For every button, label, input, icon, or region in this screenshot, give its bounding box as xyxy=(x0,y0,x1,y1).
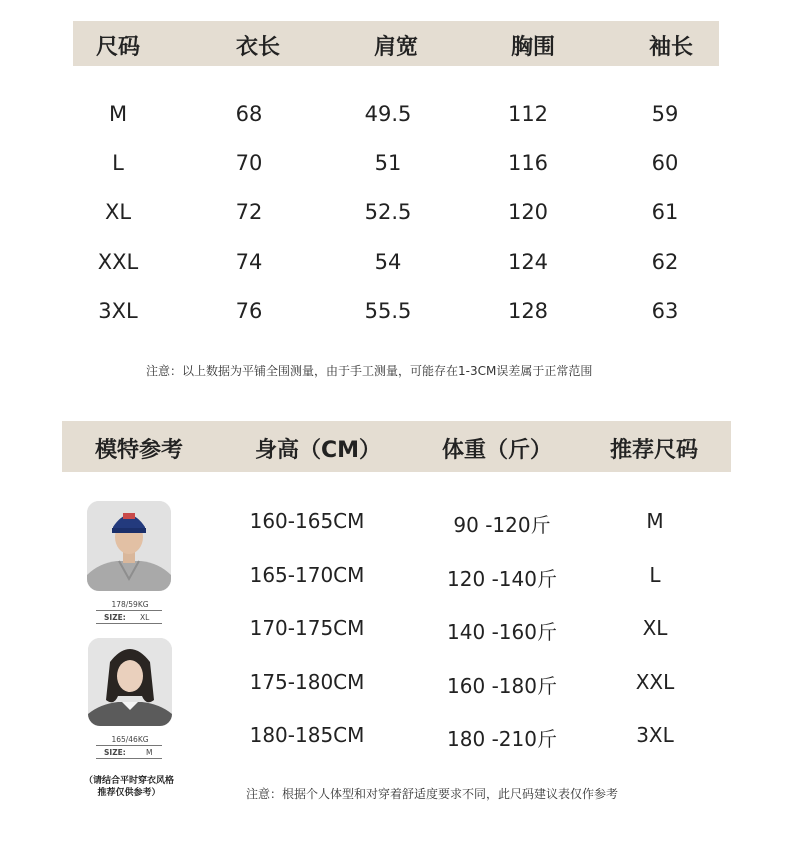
size-cell: L xyxy=(112,151,124,175)
length-cell: 76 xyxy=(235,299,263,323)
sleeve-cell: 62 xyxy=(651,250,679,274)
weight-cell: 180 -210斤 xyxy=(447,727,557,751)
caption-divider xyxy=(96,623,162,624)
weight-cell: 90 -120斤 xyxy=(453,513,551,537)
header-size: 尺码 xyxy=(95,35,141,60)
sleeve-cell: 63 xyxy=(651,299,679,323)
caption-divider xyxy=(96,745,162,746)
size-cell: 3XL xyxy=(98,299,138,323)
chest-cell: 112 xyxy=(507,102,549,126)
chest-cell: 124 xyxy=(507,250,549,274)
shoulder-cell: 51 xyxy=(374,151,402,175)
size-advice-note: 注意：根据个人体型和对穿着舒适度要求不同，此尺码建议表仅作参考 xyxy=(246,787,619,801)
height-cell: 165-170CM xyxy=(249,563,365,587)
recommended-size-cell: L xyxy=(649,563,661,587)
height-cell: 160-165CM xyxy=(249,509,365,533)
chest-cell: 120 xyxy=(507,200,549,224)
header-chest: 胸围 xyxy=(510,35,556,60)
model-size-label: SIZE: xyxy=(104,748,126,757)
model-size-value: XL xyxy=(140,613,150,622)
weight-cell: 120 -140斤 xyxy=(447,567,557,591)
shoulder-cell: 55.5 xyxy=(364,299,412,323)
model-size-value: M xyxy=(146,748,153,757)
height-cell: 170-175CM xyxy=(249,616,365,640)
style-hint-line1: （请结合平时穿衣风格 xyxy=(83,776,174,786)
measurement-note: 注意：以上数据为平铺全围测量，由于手工测量，可能存在1-3CM误差属于正常范围 xyxy=(146,364,593,378)
size-cell: XL xyxy=(104,200,132,224)
height-cell: 175-180CM xyxy=(249,670,365,694)
model-stats: 178/59KG xyxy=(111,600,149,609)
recommended-size-cell: XL xyxy=(642,616,668,640)
header-model-ref: 模特参考 xyxy=(94,438,184,463)
caption-divider xyxy=(96,758,162,759)
style-hint-line2: 推荐仅供参考） xyxy=(97,788,161,798)
recommended-size-cell: 3XL xyxy=(636,723,674,747)
length-cell: 68 xyxy=(235,102,263,126)
header-length: 衣长 xyxy=(235,35,281,60)
recommended-size-cell: XXL xyxy=(635,670,675,694)
chest-cell: 116 xyxy=(507,151,549,175)
shoulder-cell: 54 xyxy=(374,250,402,274)
size-cell: M xyxy=(108,102,128,126)
recommended-size-cell: M xyxy=(646,509,664,533)
length-cell: 72 xyxy=(235,200,263,224)
female-model-photo xyxy=(88,638,172,726)
weight-cell: 160 -180斤 xyxy=(447,674,557,698)
model-size-label: SIZE: xyxy=(104,613,126,622)
size-cell: XXL xyxy=(97,250,139,274)
weight-cell: 140 -160斤 xyxy=(447,620,557,644)
chest-cell: 128 xyxy=(507,299,549,323)
height-cell: 180-185CM xyxy=(249,723,365,747)
sleeve-cell: 59 xyxy=(651,102,679,126)
sleeve-cell: 61 xyxy=(651,200,679,224)
sleeve-cell: 60 xyxy=(651,151,679,175)
shoulder-cell: 52.5 xyxy=(364,200,412,224)
header-shoulder: 肩宽 xyxy=(373,35,419,60)
length-cell: 70 xyxy=(235,151,263,175)
shoulder-cell: 49.5 xyxy=(364,102,412,126)
male-model-photo xyxy=(87,501,171,591)
header-sleeve: 袖长 xyxy=(648,35,694,60)
header-recommended-size: 推荐尺码 xyxy=(609,438,699,463)
header-height: 身高（CM） xyxy=(254,438,382,463)
length-cell: 74 xyxy=(235,250,263,274)
header-weight: 体重（斤） xyxy=(441,438,553,463)
model-stats: 165/46KG xyxy=(111,735,149,744)
caption-divider xyxy=(96,610,162,611)
